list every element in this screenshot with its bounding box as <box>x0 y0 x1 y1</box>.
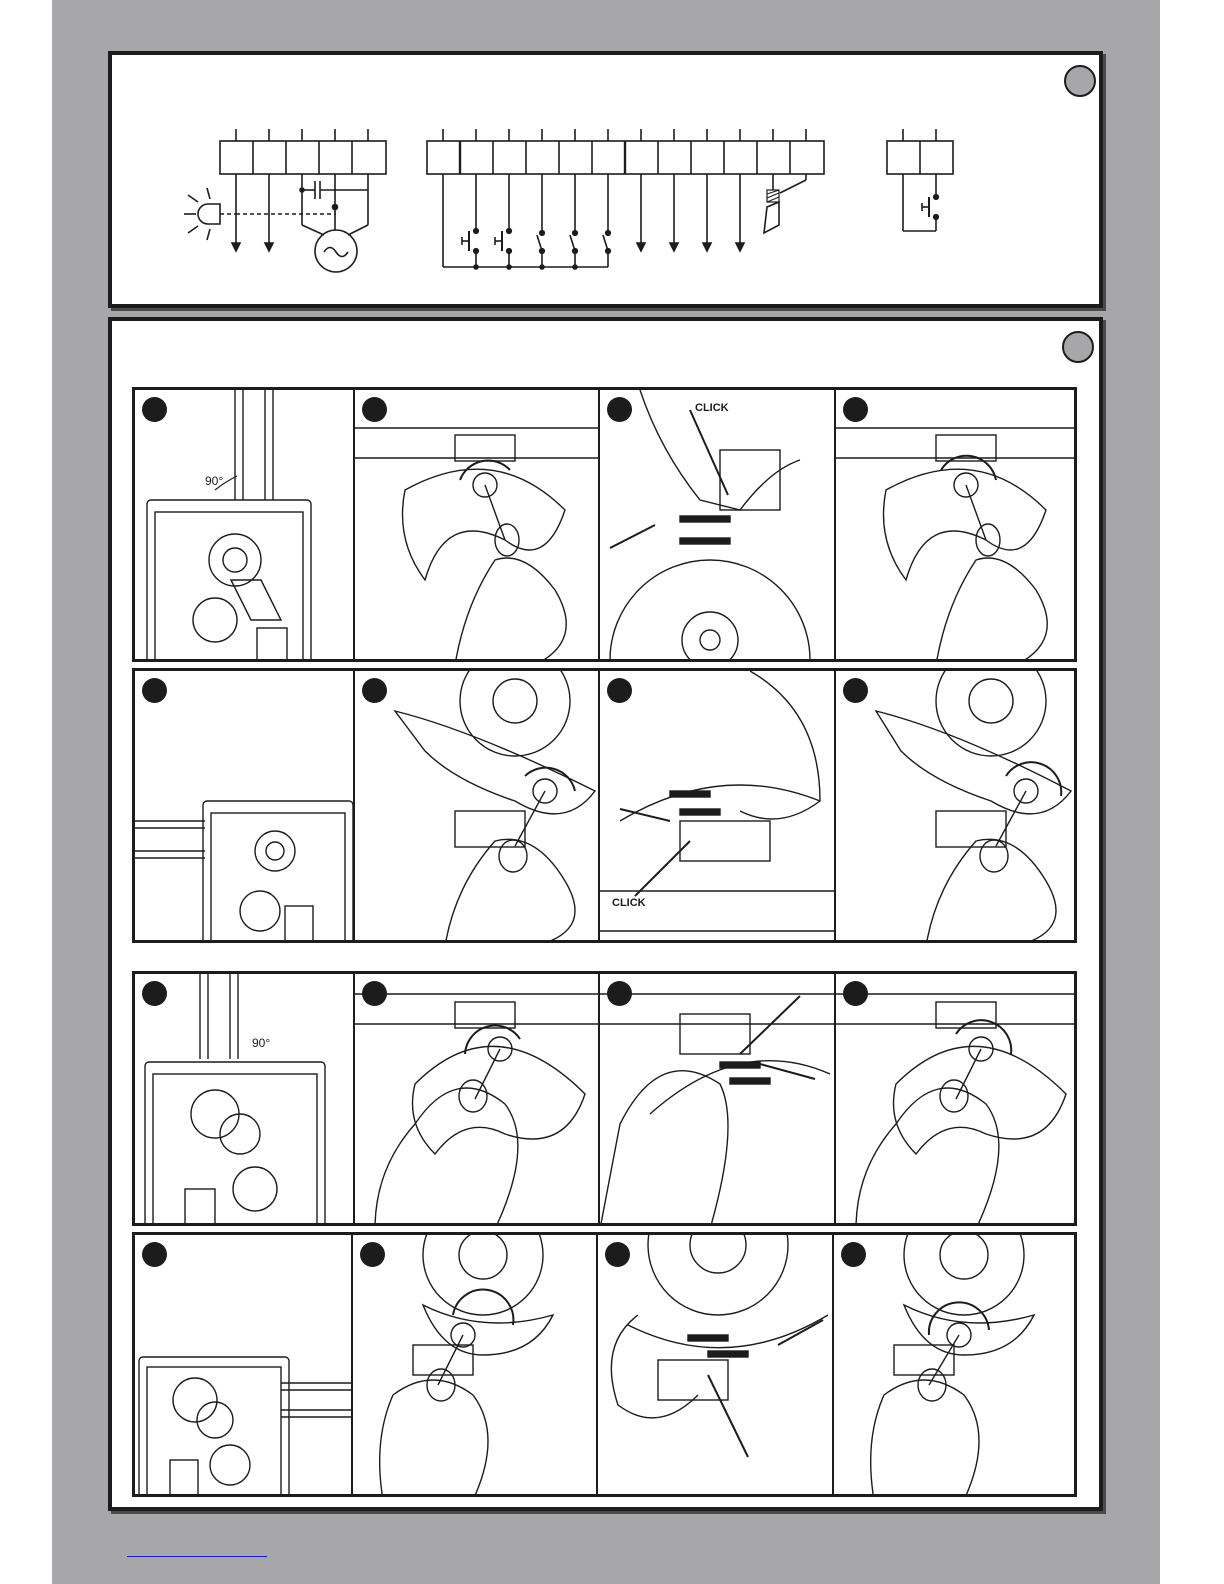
step-panel-adjust-reverse <box>836 671 1074 940</box>
step-panel-overview <box>135 1235 353 1494</box>
warning-lamp-symbol <box>184 174 336 251</box>
section-badge-2 <box>1062 331 1094 363</box>
step-panel-adjust-reverse <box>834 1235 1072 1494</box>
step-row-4 <box>132 1232 1077 1497</box>
step-marker <box>843 981 868 1006</box>
step-marker <box>841 1242 866 1267</box>
terminal-block-aux <box>887 129 953 231</box>
step-marker <box>362 397 387 422</box>
terminal-block-control <box>427 129 824 174</box>
step-row-1 <box>132 387 1077 662</box>
step-row-2 <box>132 668 1077 943</box>
step-panel-adjust <box>355 974 600 1223</box>
terminal-block-motor <box>220 129 386 174</box>
step-panel-switch <box>598 1235 834 1494</box>
control-inputs <box>443 174 610 269</box>
step-marker <box>142 981 167 1006</box>
adjustment-steps-box <box>108 317 1103 1511</box>
step-panel-adjust-reverse <box>836 974 1074 1223</box>
step-marker <box>843 678 868 703</box>
step-marker <box>362 981 387 1006</box>
step-panel-overview <box>135 671 355 940</box>
step-marker <box>605 1242 630 1267</box>
motor-symbol <box>300 174 368 272</box>
angle-label: 90° <box>205 474 224 488</box>
click-label: CLICK <box>695 402 729 414</box>
step-panel-switch <box>600 671 836 940</box>
step-marker <box>607 981 632 1006</box>
step-marker <box>142 397 167 422</box>
step-panel-adjust-reverse <box>836 390 1074 659</box>
step-panel-adjust <box>355 390 600 659</box>
step-panel-switch <box>600 974 836 1223</box>
angle-label: 90° <box>252 1036 271 1050</box>
step-panel-overview <box>135 390 355 659</box>
step-marker <box>607 678 632 703</box>
control-outputs <box>637 174 806 251</box>
step-panel-overview <box>135 974 355 1223</box>
step-marker <box>142 678 167 703</box>
step-row-3 <box>132 971 1077 1226</box>
step-panel-adjust <box>355 671 600 940</box>
footer-link-underline[interactable] <box>127 1556 267 1557</box>
step-marker <box>362 678 387 703</box>
step-marker <box>360 1242 385 1267</box>
wiring-diagram <box>112 55 1099 304</box>
step-marker <box>607 397 632 422</box>
step-marker <box>843 397 868 422</box>
step-panel-adjust <box>353 1235 598 1494</box>
step-panel-switch <box>600 390 836 659</box>
wiring-diagram-box <box>108 51 1103 308</box>
step-marker <box>142 1242 167 1267</box>
click-label: CLICK <box>612 897 646 909</box>
